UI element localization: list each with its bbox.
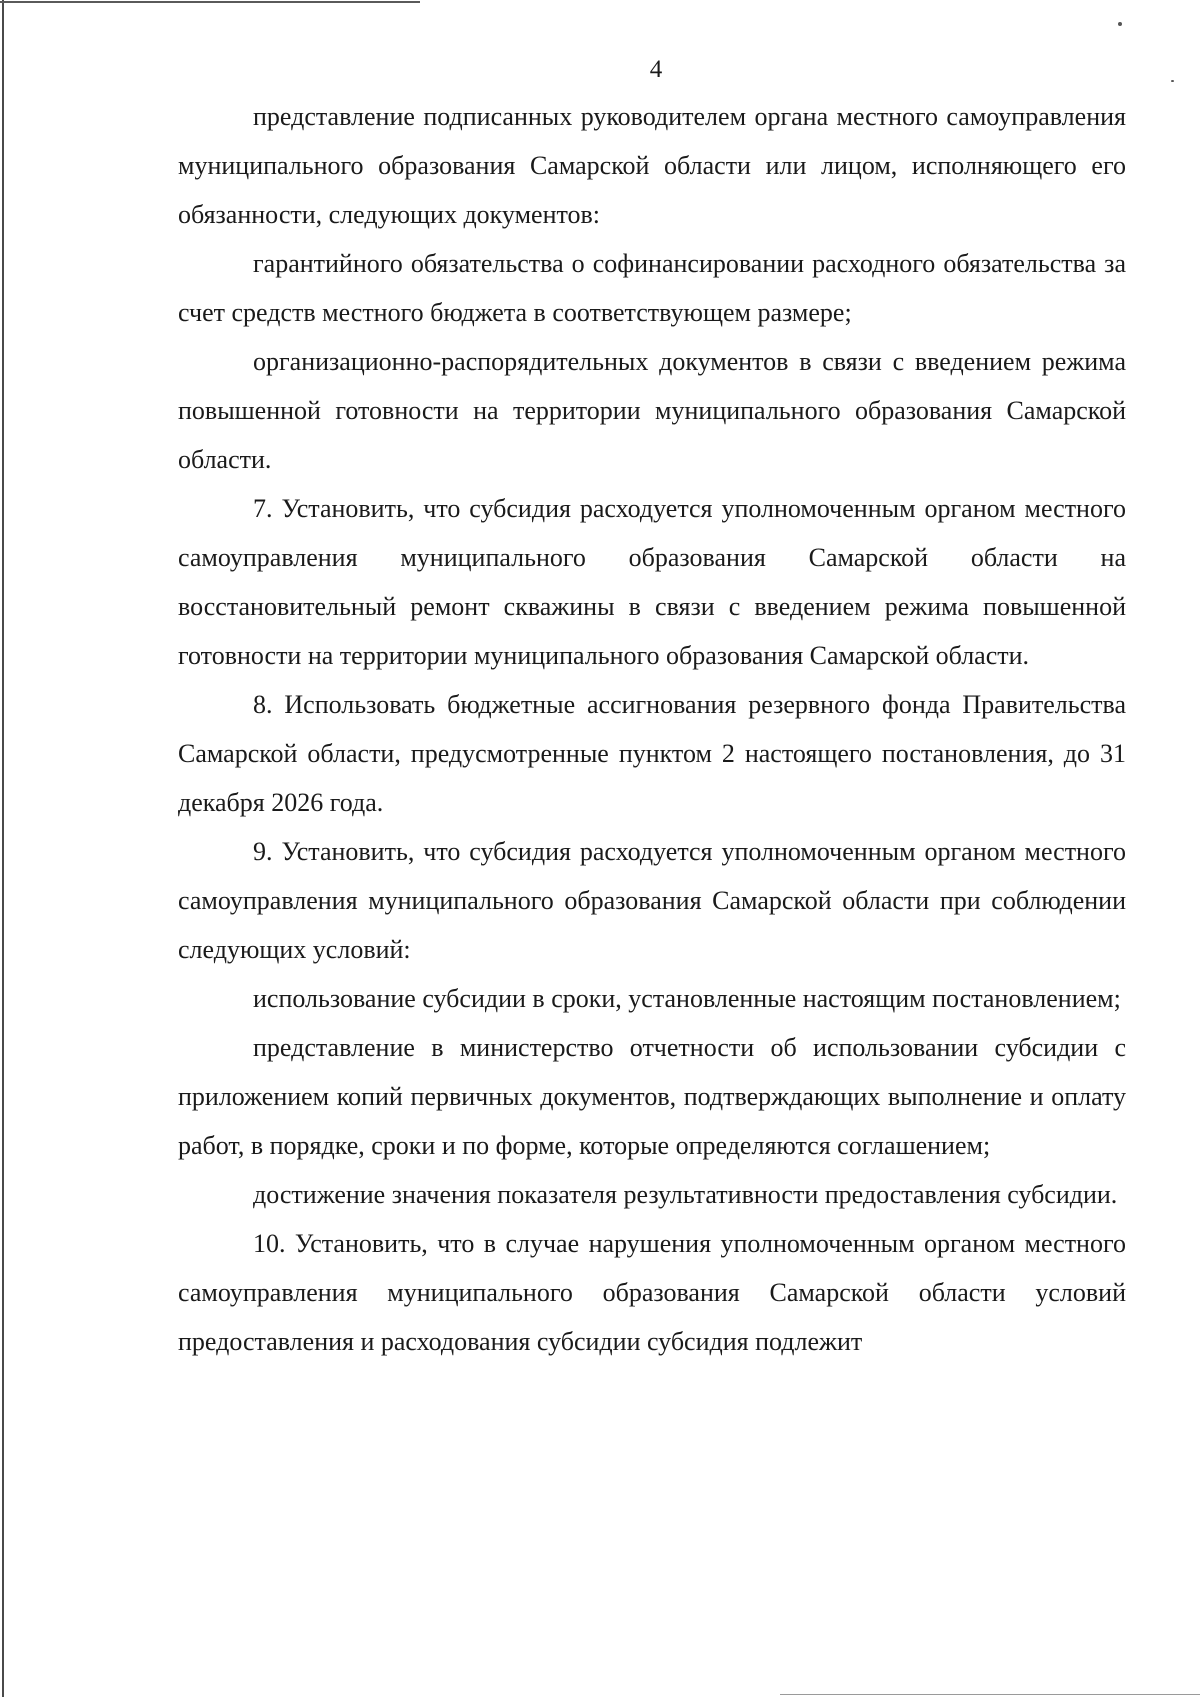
paragraph-submission-of-documents: представление подписанных руководителем органа местного самоуправления муниципального образования Самарской области или лицом, исполняющего его обязанности, следующих документов: <box>178 102 1126 229</box>
paragraph-condition-indicator: достижение значения показателя результативности предоставления субсидии. <box>253 1180 1118 1209</box>
paragraph-guarantee-obligation: гарантийного обязательства о софинансировании расходного обязательства за счет средств местного бюджета в соответствующем размере; <box>178 249 1126 327</box>
paragraph-condition-deadlines: использование субсидии в сроки, установленные настоящим постановлением; <box>253 984 1121 1013</box>
scan-speck <box>1118 22 1122 26</box>
page-number: 4 <box>649 56 663 83</box>
paragraph-item-9: 9. Установить, что субсидия расходуется уполномоченным органом местного самоуправления муниципального образования Самарской области при соблюдении следующих условий: <box>178 837 1126 964</box>
paragraph-item-8: 8. Использовать бюджетные ассигнования резервного фонда Правительства Самарской области, предусмотренные пунктом 2 настоящего постановления, до 31 декабря 2026 года. <box>178 690 1126 817</box>
scan-border-top <box>0 1 420 3</box>
paragraph-administrative-documents: организационно-распорядительных документов в связи с введением режима повышенной готовности на территории муниципального образования Самарской области. <box>178 347 1126 474</box>
scan-border-left <box>2 0 4 1697</box>
scan-border-bottom <box>780 1694 1200 1695</box>
document-body <box>178 92 1126 1366</box>
paragraph-condition-reporting: представление в министерство отчетности об использовании субсидии с приложением копий первичных документов, подтверждающих выполнение и оплату работ, в порядке, сроки и по форме, которые определяются соглашением; <box>178 1033 1126 1160</box>
paragraph-item-7: 7. Установить, что субсидия расходуется уполномоченным органом местного самоуправления муниципального образования Самарской области на восстановительный ремонт скважины в связи с введением режима повышенной готовности на территории муниципального образования Самарской области. <box>178 494 1126 670</box>
paragraph-item-10: 10. Установить, что в случае нарушения уполномоченным органом местного самоуправления муниципального образования Самарской области условий предоставления и расходования субсидии субсидия подлежит <box>178 1229 1126 1356</box>
